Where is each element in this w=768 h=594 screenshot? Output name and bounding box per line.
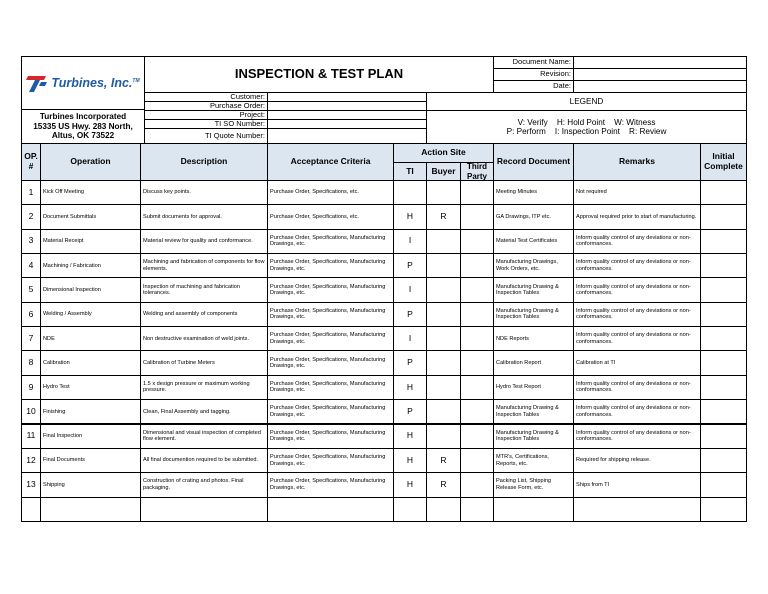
record-document-cell: Hydro Test Report: [493, 375, 574, 400]
op-cell: 4: [21, 253, 41, 278]
ti-cell: H: [393, 204, 427, 229]
description-cell: [140, 497, 268, 522]
initial-complete-cell[interactable]: [700, 326, 747, 351]
remarks-cell: Inform quality control of any deviations or non-conformances.: [573, 229, 701, 254]
operation-cell: Finishing: [40, 399, 141, 424]
buyer-cell: [426, 399, 461, 424]
ti-cell: H: [393, 472, 427, 497]
ti-cell: I: [393, 277, 427, 302]
initial-complete-cell[interactable]: [700, 424, 747, 449]
buyer-cell: R: [426, 204, 461, 229]
third-party-cell: [460, 472, 494, 497]
acceptance-criteria-cell: Purchase Order, Specifications, Manufacturing Drawings, etc.: [267, 350, 394, 375]
operation-cell: Calibration: [40, 350, 141, 375]
third-party-cell: [460, 302, 494, 327]
remarks-cell: [573, 497, 701, 522]
record-document-cell: Manufacturing Drawing & Inspection Tables: [493, 424, 574, 449]
third-party-cell: [460, 399, 494, 424]
ti-cell: P: [393, 399, 427, 424]
operation-cell: Welding / Assembly: [40, 302, 141, 327]
op-cell: 2: [21, 204, 41, 229]
description-cell: 1.5 x design pressure or maximum working pressure.: [140, 375, 268, 400]
third-party-cell: [460, 497, 494, 522]
acceptance-criteria-cell: Purchase Order, Specifications, Manufacturing Drawings, etc.: [267, 399, 394, 424]
header-record-document: Record Document: [493, 143, 574, 181]
ti-cell: H: [393, 448, 427, 473]
description-cell: Discuss key points.: [140, 180, 268, 205]
acceptance-criteria-cell: Purchase Order, Specifications, Manufacturing Drawings, etc.: [267, 277, 394, 302]
acceptance-criteria-cell: Purchase Order, Specifications, Manufacturing Drawings, etc.: [267, 375, 394, 400]
initial-complete-cell[interactable]: [700, 472, 747, 497]
record-document-cell: NDE Reports: [493, 326, 574, 351]
initial-complete-cell[interactable]: [700, 448, 747, 473]
company-address-line2: Altus, OK 73522: [51, 131, 115, 141]
operation-cell: Dimensional Inspection: [40, 277, 141, 302]
operation-cell: [40, 497, 141, 522]
remarks-cell: Not required: [573, 180, 701, 205]
acceptance-criteria-cell: [267, 497, 394, 522]
op-cell: 9: [21, 375, 41, 400]
buyer-cell: [426, 375, 461, 400]
record-document-cell: GA Drawings, ITP etc.: [493, 204, 574, 229]
header-acceptance-criteria: Acceptance Criteria: [267, 143, 394, 181]
acceptance-criteria-cell: Purchase Order, Specifications, etc.: [267, 204, 394, 229]
ti-cell: P: [393, 350, 427, 375]
record-document-cell: Manufacturing Drawings, Work Orders, etc.: [493, 253, 574, 278]
op-cell: 10: [21, 399, 41, 424]
ti-cell: I: [393, 326, 427, 351]
operation-cell: Kick Off Meeting: [40, 180, 141, 205]
buyer-cell: [426, 253, 461, 278]
remarks-cell: Inform quality control of any deviations or non-conformances.: [573, 277, 701, 302]
initial-complete-cell[interactable]: [700, 204, 747, 229]
buyer-cell: [426, 277, 461, 302]
buyer-cell: R: [426, 472, 461, 497]
description-cell: Inspection of machining and fabrication tolerances.: [140, 277, 268, 302]
third-party-cell: [460, 375, 494, 400]
revision-label: Revision:: [493, 68, 574, 81]
record-document-cell: [493, 497, 574, 522]
page-title: INSPECTION & TEST PLAN: [144, 56, 494, 93]
op-cell: 12: [21, 448, 41, 473]
acceptance-criteria-cell: Purchase Order, Specifications, Manufacturing Drawings, etc.: [267, 253, 394, 278]
operation-cell: Hydro Test: [40, 375, 141, 400]
description-cell: Dimensional and visual inspection of completed flow element.: [140, 424, 268, 449]
ti-cell: H: [393, 375, 427, 400]
description-cell: All final documention required to be submitted.: [140, 448, 268, 473]
record-document-cell: Manufacturing Drawing & Inspection Tables: [493, 277, 574, 302]
record-document-cell: Manufacturing Drawing & Inspection Tables: [493, 399, 574, 424]
third-party-cell: [460, 253, 494, 278]
third-party-cell: [460, 277, 494, 302]
header-op: OP. #: [21, 143, 41, 181]
op-cell: 6: [21, 302, 41, 327]
company-name: Turbines Incorporated: [39, 112, 127, 122]
record-document-cell: Material Test Certificates: [493, 229, 574, 254]
legend-line-1: V: Verify H: Hold Point W: Witness: [517, 117, 656, 127]
op-cell: [21, 497, 41, 522]
operation-cell: Final Documents: [40, 448, 141, 473]
initial-complete-cell[interactable]: [700, 277, 747, 302]
third-party-cell: [460, 424, 494, 449]
header-third-party: Third Party: [460, 162, 494, 181]
header-action-site: Action Site: [393, 143, 494, 163]
acceptance-criteria-cell: Purchase Order, Specifications, Manufacturing Drawings, etc.: [267, 424, 394, 449]
buyer-cell: [426, 350, 461, 375]
op-cell: 3: [21, 229, 41, 254]
logo-wordmark: Turbines, Inc.™: [51, 75, 140, 90]
date-label: Date:: [493, 80, 574, 93]
initial-complete-cell[interactable]: [700, 229, 747, 254]
ti-quote-number-value[interactable]: [267, 128, 427, 144]
description-cell: Calibration of Turbine Meters: [140, 350, 268, 375]
acceptance-criteria-cell: Purchase Order, Specifications, Manufacturing Drawings, etc.: [267, 472, 394, 497]
acceptance-criteria-cell: Purchase Order, Specifications, Manufacturing Drawings, etc.: [267, 302, 394, 327]
third-party-cell: [460, 350, 494, 375]
buyer-cell: [426, 326, 461, 351]
remarks-cell: Ships from TI: [573, 472, 701, 497]
initial-complete-cell[interactable]: [700, 350, 747, 375]
op-cell: 11: [21, 424, 41, 449]
remarks-cell: Required for shipping release.: [573, 448, 701, 473]
remarks-cell: Approval required prior to start of manufacturing.: [573, 204, 701, 229]
turbines-logo-icon: [26, 73, 48, 93]
header-ti: TI: [393, 162, 427, 181]
description-cell: Welding and assembly of components: [140, 302, 268, 327]
header-remarks: Remarks: [573, 143, 701, 181]
purchase-order-label: Purchase Order:: [144, 101, 268, 111]
operation-cell: Document Submittals: [40, 204, 141, 229]
operation-cell: Final Inspection: [40, 424, 141, 449]
operation-cell: Machining / Fabrication: [40, 253, 141, 278]
buyer-cell: [426, 302, 461, 327]
third-party-cell: [460, 180, 494, 205]
description-cell: Machining and fabrication of components for flow elements.: [140, 253, 268, 278]
logo-cell: [21, 56, 145, 110]
header-operation: Operation: [40, 143, 141, 181]
third-party-cell: [460, 448, 494, 473]
ti-quote-number-label: TI Quote Number:: [144, 128, 268, 144]
header-description: Description: [140, 143, 268, 181]
acceptance-criteria-cell: Purchase Order, Specifications, Manufacturing Drawings, etc.: [267, 326, 394, 351]
document-name-label: Document Name:: [493, 56, 574, 69]
description-cell: Construction of crating and photos. Final packaging.: [140, 472, 268, 497]
op-cell: 5: [21, 277, 41, 302]
remarks-cell: Calibration at TI: [573, 350, 701, 375]
legend-line-2: P: Perform I: Inspection Point R: Review: [506, 127, 667, 136]
remarks-cell: Inform quality control of any deviations or non-conformances.: [573, 399, 701, 424]
acceptance-criteria-cell: Purchase Order, Specifications, Manufacturing Drawings, etc.: [267, 229, 394, 254]
record-document-cell: MTR's, Certifications, Reports, etc.: [493, 448, 574, 473]
ti-cell: P: [393, 253, 427, 278]
header-buyer: Buyer: [426, 162, 461, 181]
third-party-cell: [460, 326, 494, 351]
legend-body: [426, 110, 747, 144]
ti-cell: [393, 180, 427, 205]
initial-complete-cell[interactable]: [700, 375, 747, 400]
op-cell: 1: [21, 180, 41, 205]
initial-complete-cell[interactable]: [700, 302, 747, 327]
acceptance-criteria-cell: Purchase Order, Specifications, Manufacturing Drawings, etc.: [267, 448, 394, 473]
record-document-cell: Manufacturing Drawing & Inspection Tables: [493, 302, 574, 327]
header-initial-complete: Initial Complete: [700, 143, 747, 181]
ti-cell: H: [393, 424, 427, 449]
description-cell: Material review for quality and conformance.: [140, 229, 268, 254]
record-document-cell: Meeting Minutes: [493, 180, 574, 205]
company-address-block: [21, 109, 145, 144]
op-cell: 8: [21, 350, 41, 375]
inspection-test-plan-sheet: [21, 56, 747, 531]
buyer-cell: [426, 424, 461, 449]
remarks-cell: Inform quality control of any deviations or non-conformances.: [573, 424, 701, 449]
description-cell: Clean, Final Assembly and tagging.: [140, 399, 268, 424]
buyer-cell: [426, 229, 461, 254]
acceptance-criteria-cell: Purchase Order, Specifications, etc.: [267, 180, 394, 205]
description-cell: Submit documents for approval.: [140, 204, 268, 229]
ti-cell: P: [393, 302, 427, 327]
remarks-cell: Inform quality control of any deviations or non-conformances.: [573, 253, 701, 278]
ti-cell: [393, 497, 427, 522]
record-document-cell: Packing List, Shipping Release Form, etc.: [493, 472, 574, 497]
buyer-cell: [426, 497, 461, 522]
buyer-cell: [426, 180, 461, 205]
ti-so-number-label: TI SO Number:: [144, 119, 268, 129]
op-cell: 13: [21, 472, 41, 497]
company-address-line1: 15335 US Hwy. 283 North,: [33, 121, 133, 131]
buyer-cell: R: [426, 448, 461, 473]
initial-complete-cell[interactable]: [700, 497, 747, 522]
record-document-cell: Calibration Report: [493, 350, 574, 375]
project-label: Project:: [144, 110, 268, 120]
op-cell: 7: [21, 326, 41, 351]
description-cell: Non destructive examination of weld joints.: [140, 326, 268, 351]
operation-cell: Shipping: [40, 472, 141, 497]
legend-title: LEGEND: [426, 92, 747, 111]
third-party-cell: [460, 204, 494, 229]
operation-cell: NDE: [40, 326, 141, 351]
remarks-cell: Inform quality control of any deviations or non-conformances.: [573, 302, 701, 327]
operation-cell: Material Receipt: [40, 229, 141, 254]
remarks-cell: Inform quality control of any deviations or non-conformances.: [573, 375, 701, 400]
ti-cell: I: [393, 229, 427, 254]
initial-complete-cell[interactable]: [700, 180, 747, 205]
remarks-cell: Inform quality control of any deviations or non-conformances.: [573, 326, 701, 351]
third-party-cell: [460, 229, 494, 254]
initial-complete-cell[interactable]: [700, 253, 747, 278]
customer-label: Customer:: [144, 92, 268, 102]
initial-complete-cell[interactable]: [700, 399, 747, 424]
